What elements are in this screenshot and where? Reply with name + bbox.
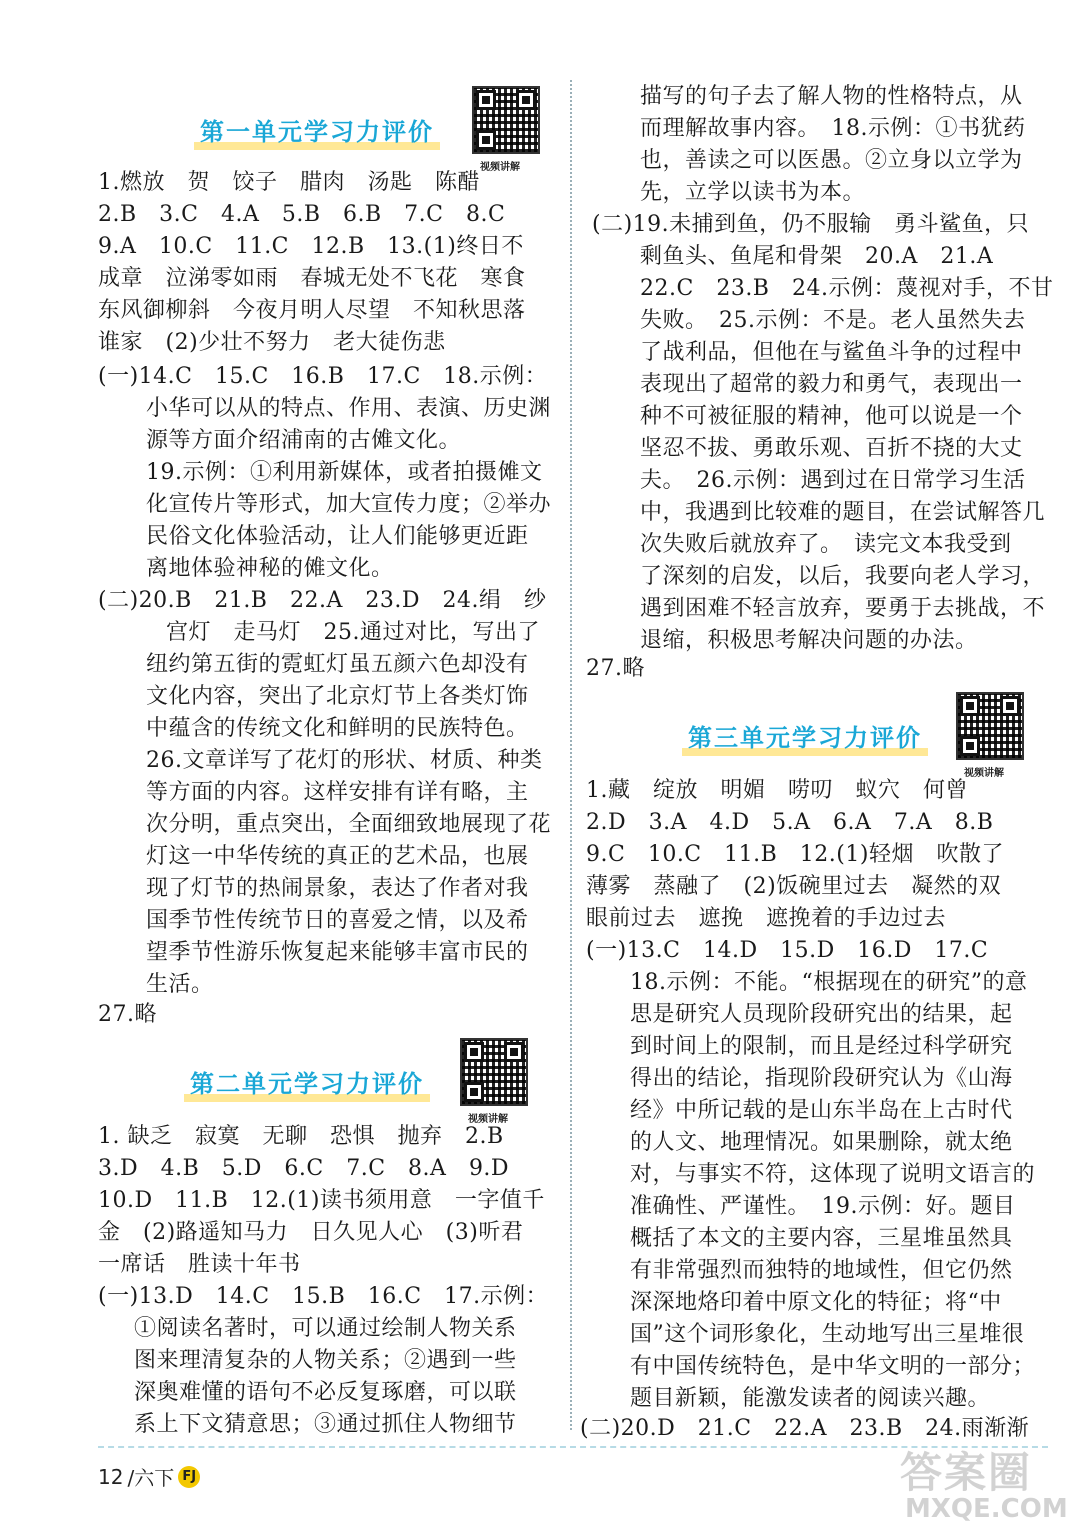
text-line: 源等方面介绍浦南的古傩文化。 [146, 428, 462, 453]
text-line: 到时间上的限制，而且是经过科学研究 [630, 1034, 1013, 1059]
qr-code-unit2[interactable] [460, 1038, 528, 1106]
text-line: 薄雾 蒸融了 (2)饭碗里过去 凝然的双 [586, 874, 1002, 899]
text-line: 纽约第五街的霓虹灯虽五颜六色却没有 [146, 652, 529, 677]
text-line: 经》中所记载的是山东半岛在上古时代 [630, 1098, 1013, 1123]
text-line: 了深刻的启发，以后，我要向老人学习， [640, 564, 1046, 589]
text-line: 退缩，积极思考解决问题的办法。 [640, 628, 978, 653]
text-line: 现了灯节的热闹景象，表达了作者对我 [146, 876, 529, 901]
text-line: 有非常强烈而独特的地域性，但它仍然 [630, 1258, 1013, 1283]
text-line: 也，善读之可以医愚。②立身以立学为 [640, 148, 1023, 173]
qr-caption-unit3: 视频讲解 [964, 768, 1004, 779]
text-line: 9.A 10.C 11.C 12.B 13.(1)终日不 [98, 234, 524, 259]
text-line: 次分明，重点突出，全面细致地展现了花 [146, 812, 552, 837]
text-line: 深深地烙印着中原文化的特征；将“中 [630, 1290, 1002, 1315]
text-line: 19.示例：①利用新媒体，或者拍摄傩文 [146, 460, 543, 485]
text-line: (一)14.C 15.C 16.B 17.C 18.示例： [98, 364, 548, 389]
qr-code-unit3[interactable] [956, 692, 1024, 760]
text-line: 3.D 4.B 5.D 6.C 7.C 8.A 9.D [98, 1156, 510, 1181]
column-divider [570, 80, 572, 1430]
text-line: 10.D 11.B 12.(1)读书须用意 一字值千 [98, 1188, 545, 1213]
text-line: 宫灯 走马灯 25.通过对比，写出了 [166, 620, 540, 645]
text-line: 得出的结论，指现阶段研究认为《山海 [630, 1066, 1013, 1091]
text-line: 深奥难懂的语句不必反复琢磨，可以联 [134, 1380, 517, 1405]
text-line: 18.示例：不能。“根据现在的研究”的意 [630, 970, 1028, 995]
text-line: (二)20.B 21.B 22.A 23.D 24.绢 纱 [98, 588, 547, 613]
text-line: 1.藏 绽放 明媚 唠叨 蚁穴 何曾 [586, 778, 968, 803]
text-line: 的人文、地理情况。如果删除，就太绝 [630, 1130, 1013, 1155]
text-line: 26.文章详写了花灯的形状、材质、种类 [146, 748, 543, 773]
text-line: 等方面的内容。这样安排有详有略，主 [146, 780, 529, 805]
text-line: 坚忍不拔、勇敢乐观、百折不挠的大丈 [640, 436, 1023, 461]
text-line: 遇到困难不轻言放弃，要勇于去挑战，不 [640, 596, 1046, 621]
text-line: 描写的句子去了解人物的性格特点，从 [640, 84, 1023, 109]
unit1-title: 第一单元学习力评价 [200, 112, 434, 147]
text-line: 灯这一中华传统的真正的艺术品，也展 [146, 844, 529, 869]
text-line: 准确性、严谨性。 19.示例：好。题目 [630, 1194, 1016, 1219]
text-line: 先，立学以读书为本。 [640, 180, 866, 205]
text-line: 中蕴含的传统文化和鲜明的民族特色。 [146, 716, 529, 741]
text-line: 金 (2)路遥知马力 日久见人心 (3)听君 [98, 1220, 524, 1245]
text-line: 生活。 [146, 972, 214, 997]
text-line: 民俗文化体验活动，让人们能够更近距 [146, 524, 529, 549]
unit2-title: 第二单元学习力评价 [190, 1064, 424, 1099]
text-line: ①阅读名著时，可以通过绘制人物关系 [134, 1316, 517, 1341]
text-line: 谁家 (2)少壮不努力 老大徒伤悲 [98, 330, 446, 355]
text-line: 文化内容，突出了北京灯节上各类灯饰 [146, 684, 529, 709]
text-line: 种不可被征服的精神，他可以说是一个 [640, 404, 1023, 429]
text-line: 表现出了超常的毅力和勇气，表现出一 [640, 372, 1023, 397]
page-footer [98, 1462, 200, 1491]
text-line: 2.B 3.C 4.A 5.B 6.B 7.C 8.C [98, 202, 506, 227]
text-line: 而理解故事内容。 18.示例：①书犹药 [640, 116, 1026, 141]
text-line: 27.略 [98, 1002, 157, 1027]
text-line: 剩鱼头、鱼尾和骨架 20.A 21.A [640, 244, 994, 269]
unit3-title: 第三单元学习力评价 [688, 718, 922, 753]
text-line: 离地体验神秘的傩文化。 [146, 556, 394, 581]
text-line: 概括了本文的主要内容，三星堆虽然具 [630, 1226, 1013, 1251]
text-line: 27.略 [586, 656, 645, 681]
text-line: 小华可以从的特点、作用、表演、历史渊 [146, 396, 552, 421]
text-line: 2.D 3.A 4.D 5.A 6.A 7.A 8.B [586, 810, 994, 835]
text-line: 了战利品，但他在与鲨鱼斗争的过程中 [640, 340, 1023, 365]
text-line: 9.C 10.C 11.B 12.(1)轻烟 吹散了 [586, 842, 1004, 867]
text-line: 眼前过去 遮挽 遮挽着的手边过去 [586, 906, 947, 931]
text-line: 图来理清复杂的人物关系；②遇到一些 [134, 1348, 517, 1373]
watermark-url: MXQE.COM [905, 1494, 1068, 1524]
text-line: 1.燃放 贺 饺子 腊肉 汤匙 陈醋 [98, 170, 480, 195]
text-line: 对，与事实不符，这体现了说明文语言的 [630, 1162, 1036, 1187]
text-line: 国”这个词形象化，生动地写出三星堆很 [630, 1322, 1025, 1347]
edition-badge: FJ [178, 1466, 200, 1488]
qr-code-unit1[interactable] [472, 86, 540, 154]
text-line: 有中国传统特色，是中华文明的一部分； [630, 1354, 1036, 1379]
text-line: 东风御柳斜 今夜月明人尽望 不知秋思落 [98, 298, 526, 323]
text-line: 化宣传片等形式，加大宣传力度；②举办 [146, 492, 552, 517]
text-line: 题目新颖，能激发读者的阅读兴趣。 [630, 1386, 991, 1411]
page-number: 12 [98, 1464, 124, 1489]
qr-caption-unit1: 视频讲解 [480, 162, 520, 173]
text-line: (一)13.C 14.D 15.D 16.D 17.C [586, 938, 989, 963]
text-line: 22.C 23.B 24.示例：蔑视对手，不甘 [640, 276, 1054, 301]
grade-label: /六下 [127, 1466, 175, 1490]
text-line: 中，我遇到比较难的题目，在尝试解答几 [640, 500, 1046, 525]
watermark-logo: 答案圈 [900, 1448, 1033, 1497]
text-line: (一)13.D 14.C 15.B 16.C 17.示例： [98, 1284, 549, 1309]
text-line: 夫。 26.示例：遇到过在日常学习生活 [640, 468, 1026, 493]
text-line: 次失败后就放弃了。 读完文本我受到 [640, 532, 1012, 557]
text-line: 系上下文猜意思；③通过抓住人物细节 [134, 1412, 517, 1437]
text-line: 国季节性传统节日的喜爱之情，以及希 [146, 908, 529, 933]
text-line: 1. 缺乏 寂寞 无聊 恐惧 抛弃 2.B [98, 1124, 504, 1149]
text-line: 望季节性游乐恢复起来能够丰富市民的 [146, 940, 529, 965]
text-line: 一席话 胜读十年书 [98, 1252, 301, 1277]
text-line: (二)20.D 21.C 22.A 23.B 24.雨渐渐 [580, 1416, 1030, 1441]
text-line: (二)19.未捕到鱼，仍不服输 勇斗鲨鱼，只 [592, 212, 1030, 237]
text-line: 成章 泣涕零如雨 春城无处不飞花 寒食 [98, 266, 526, 291]
text-line: 思是研究人员现阶段研究出的结果，起 [630, 1002, 1013, 1027]
qr-caption-unit2: 视频讲解 [468, 1114, 508, 1125]
text-line: 失败。 25.示例：不是。老人虽然失去 [640, 308, 1026, 333]
